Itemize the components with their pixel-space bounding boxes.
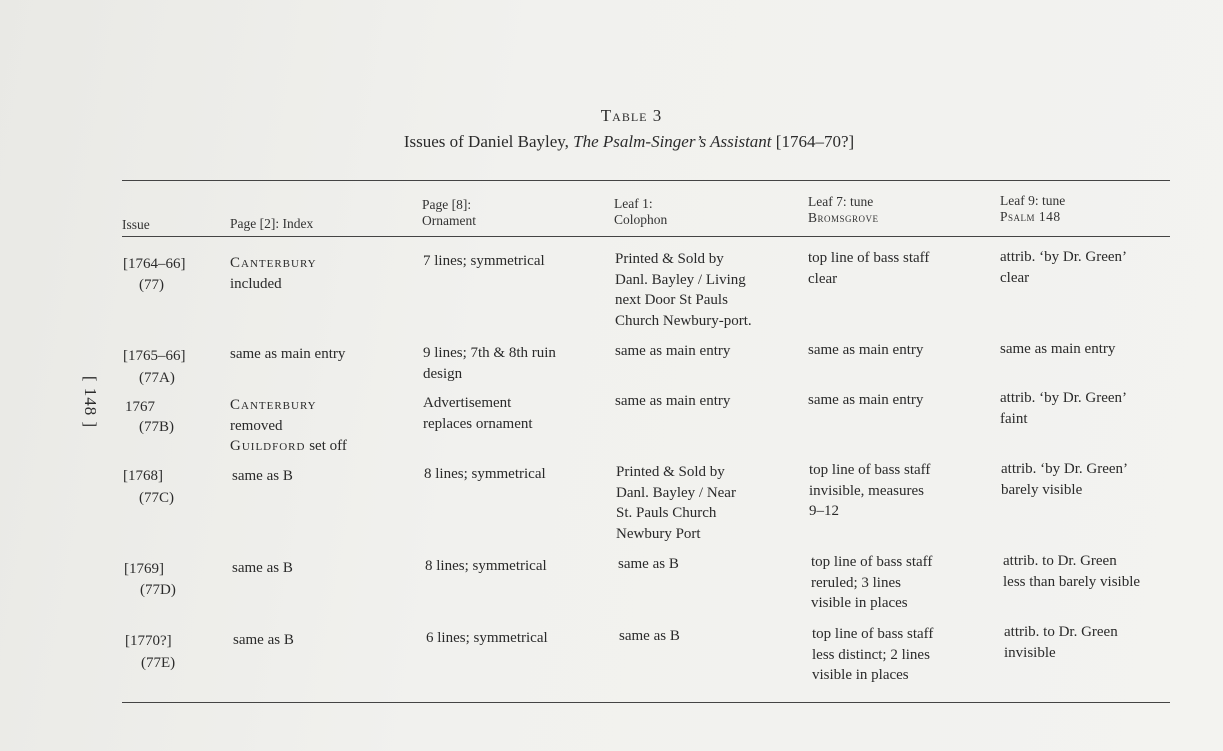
title-suffix: [1764–70?]: [771, 132, 855, 151]
row-ornament: Advertisement replaces ornament: [423, 395, 533, 432]
header-ornament-line1: Page [8]:: [422, 197, 472, 212]
row-ornament: 7 lines; symmetrical: [423, 253, 545, 269]
row-ornament: 8 lines; symmetrical: [424, 466, 546, 482]
header-index: Page [2]: Index: [230, 216, 314, 231]
row-date: [1764–66]: [123, 256, 186, 272]
row-leaf7: top line of bass staff clear: [808, 250, 930, 287]
row-colophon: same as main entry: [615, 393, 731, 409]
row-leaf9: attrib. ‘by Dr. Green’ faint: [1000, 390, 1128, 427]
header-colophon: [614, 196, 667, 228]
row-leaf7: top line of bass staff reruled; 3 lines visible in places: [811, 554, 933, 611]
table-title: [35, 132, 1223, 152]
row-ornament: 9 lines; 7th & 8th ruin design: [423, 345, 556, 382]
header-leaf7-line1: Leaf 7: tune: [808, 194, 874, 209]
header-leaf7-line2: Bromsgrove: [808, 210, 879, 225]
header-leaf7: [808, 194, 879, 226]
index-tail: set off: [305, 438, 347, 454]
row-colophon: Printed & Sold by Danl. Bayley / Near St. Pauls Church Newbury Port: [616, 464, 736, 542]
index-sc: Canterbury: [230, 397, 317, 413]
table-number: Table 3: [600, 106, 663, 125]
row-date: 1767: [125, 399, 155, 415]
row-leaf7: top line of bass staff less distinct; 2 lines visible in places: [812, 626, 934, 683]
row-date: [1770?]: [125, 633, 172, 649]
header-leaf9: [1000, 193, 1065, 225]
row-leaf7: same as main entry: [808, 392, 924, 408]
header-colophon-line2: Colophon: [614, 212, 668, 227]
row-date: [1768]: [123, 468, 163, 484]
index-mid: removed: [230, 417, 283, 434]
row-colophon: same as main entry: [615, 343, 731, 359]
title-prefix: Issues of Daniel Bayley,: [403, 132, 574, 151]
top-rule: [122, 180, 1170, 181]
header-leaf9-line1: Leaf 9: tune: [1000, 193, 1066, 208]
row-id: (77E): [141, 655, 176, 671]
index-sc: Canterbury: [230, 255, 317, 271]
row-index: [230, 253, 317, 294]
header-rule: [122, 236, 1170, 237]
row-colophon: Printed & Sold by Danl. Bayley / Living next Door St Pauls Church Newbury-port.: [615, 251, 752, 329]
bottom-rule: [122, 702, 1170, 703]
row-leaf9: attrib. to Dr. Green less than barely visible: [1003, 553, 1141, 590]
header-ornament: [422, 197, 476, 229]
row-index: same as B: [233, 632, 294, 648]
table-caption: [0, 106, 1223, 152]
header-ornament-line2: Ornament: [422, 213, 476, 228]
row-index: same as main entry: [230, 346, 346, 362]
row-index: [230, 395, 347, 457]
row-ornament: 6 lines; symmetrical: [426, 630, 548, 646]
title-italic: The Psalm-Singer’s Assistant: [573, 132, 772, 151]
row-id: (77): [139, 277, 164, 293]
row-leaf7: top line of bass staff invisible, measures 9–12: [809, 462, 931, 519]
header-leaf9-line2: Psalm 148: [1000, 209, 1061, 224]
row-date: [1765–66]: [123, 348, 186, 364]
row-ornament: 8 lines; symmetrical: [425, 558, 547, 574]
header-issue: Issue: [122, 217, 150, 232]
row-id: (77A): [139, 370, 175, 386]
row-leaf7: same as main entry: [808, 342, 924, 358]
row-id: (77C): [139, 490, 174, 506]
row-leaf9: attrib. to Dr. Green invisible: [1004, 624, 1118, 661]
row-index: same as B: [232, 560, 293, 576]
row-leaf9: attrib. ‘by Dr. Green’ barely visible: [1001, 461, 1129, 498]
index-rest: included: [230, 275, 282, 292]
row-date: [1769]: [124, 561, 164, 577]
row-colophon: same as B: [619, 628, 680, 644]
header-colophon-line1: Leaf 1:: [614, 196, 653, 211]
row-id: (77D): [140, 582, 176, 598]
page-folio: [ 148 ]: [81, 375, 100, 429]
row-leaf9: same as main entry: [1000, 341, 1116, 357]
row-index: same as B: [232, 468, 293, 484]
row-id: (77B): [139, 419, 174, 435]
row-leaf9: attrib. ‘by Dr. Green’ clear: [1000, 249, 1128, 286]
row-colophon: same as B: [618, 556, 679, 572]
index-sc2: Guildford: [230, 438, 306, 454]
